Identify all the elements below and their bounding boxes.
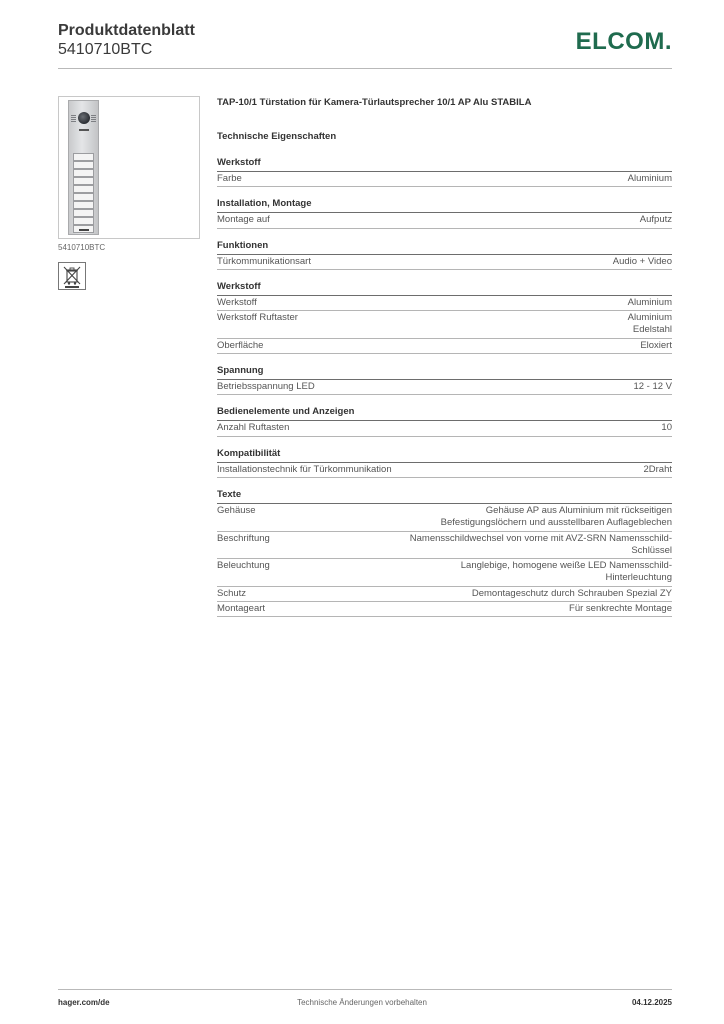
spec-key: Farbe [217, 173, 242, 184]
door-station-illustration [68, 100, 99, 235]
section-title: Kompatibilität [217, 448, 672, 463]
spec-value: Gehäuse AP aus Aluminium mit rückseitigen Befestigungslöchern und ausstellbaren Auflageblechen [440, 504, 672, 529]
spec-row [217, 296, 672, 311]
spec-value: Audio + Video [612, 255, 672, 267]
call-button [73, 169, 94, 177]
camera-lens-icon [78, 112, 90, 124]
header-divider [58, 68, 672, 69]
spec-row [217, 311, 672, 339]
product-image [58, 96, 200, 239]
call-button [73, 217, 94, 225]
footer-date: 04.12.2025 [631, 998, 672, 1007]
spec-row [217, 421, 672, 436]
spec-key: Schutz [217, 587, 247, 599]
spec-row [217, 532, 672, 560]
spec-row [217, 172, 672, 187]
camera-label [79, 129, 89, 131]
spec-value: Aluminium [627, 173, 672, 184]
spec-row [217, 587, 672, 602]
spec-key: Installationstechnik für Türkommunikation [217, 463, 392, 475]
call-button [73, 153, 94, 161]
spec-value: 10 [661, 422, 672, 434]
spec-key: Werkstoff [217, 296, 257, 308]
footer-website: hager.com/de [58, 998, 110, 1007]
spec-key: Türkommunikationsart [217, 255, 311, 267]
spec-key: Gehäuse [217, 504, 256, 516]
spec-section [217, 365, 672, 395]
spec-value: Aluminium Edelstahl [627, 312, 672, 336]
call-button [73, 185, 94, 193]
spec-section [217, 489, 672, 617]
call-button [73, 161, 94, 169]
spec-row [217, 559, 672, 587]
spec-value: Für senkrechte Montage [569, 603, 672, 615]
spec-key: Beleuchtung [217, 560, 270, 572]
spec-value: 12 - 12 V [633, 381, 672, 393]
section-title: Werkstoff [217, 157, 672, 172]
speaker-grill-left [71, 114, 76, 122]
product-title: TAP-10/1 Türstation für Kamera-Türlautsprecher 10/1 AP Alu STABILA [217, 97, 532, 108]
section-title: Funktionen [217, 240, 672, 255]
spec-section [217, 157, 672, 187]
spec-section [217, 448, 672, 478]
footer-notice: Technische Änderungen vorbehalten [297, 998, 427, 1007]
section-title: Werkstoff [217, 281, 672, 296]
document-title: Produktdatenblatt [58, 22, 195, 39]
panel-logo [79, 229, 89, 231]
properties-heading: Technische Eigenschaften [217, 131, 337, 142]
spec-key: Montageart [217, 603, 266, 615]
spec-row [217, 380, 672, 395]
call-button [73, 201, 94, 209]
spec-section [217, 281, 672, 354]
spec-key: Beschriftung [217, 532, 270, 544]
call-button [73, 193, 94, 201]
spec-key: Betriebsspannung LED [217, 381, 315, 393]
section-title: Texte [217, 489, 672, 504]
spec-value: Langlebige, homogene weiße LED Namensschild- Hinterleuchtung [460, 560, 672, 584]
section-title: Bedienelemente und Anzeigen [217, 406, 672, 421]
spec-sections [217, 157, 672, 617]
spec-value: 2Draht [643, 463, 672, 475]
spec-key: Montage auf [217, 214, 270, 226]
spec-value: Namensschildwechsel von vorne mit AVZ-SRN Namensschild- Schlüssel [409, 532, 672, 556]
section-title: Spannung [217, 365, 672, 380]
spec-section [217, 406, 672, 436]
speaker-grill-right [91, 114, 96, 122]
specifications [217, 97, 672, 628]
spec-row [217, 339, 672, 354]
document-header [58, 22, 195, 60]
call-button [73, 177, 94, 185]
spec-row [217, 213, 672, 228]
spec-key: Anzahl Ruftasten [217, 422, 290, 434]
spec-value: Eloxiert [640, 339, 672, 351]
weee-crossed-bin-icon [58, 262, 86, 290]
spec-value: Aluminium [627, 296, 672, 308]
spec-row [217, 602, 672, 617]
spec-value: Aufputz [639, 214, 672, 226]
image-caption: 5410710BTC [58, 243, 106, 252]
spec-key: Oberfläche [217, 339, 264, 351]
call-button [73, 209, 94, 217]
spec-key: Werkstoff Ruftaster [217, 312, 298, 324]
spec-section [217, 240, 672, 270]
section-title: Installation, Montage [217, 198, 672, 213]
spec-section [217, 198, 672, 228]
product-code: 5410710BTC [58, 41, 153, 58]
footer-divider [58, 989, 672, 990]
spec-row [217, 255, 672, 270]
elcom-logo: ELCOM. [575, 28, 672, 55]
spec-value: Demontageschutz durch Schrauben Spezial ZY [471, 587, 672, 599]
spec-row [217, 463, 672, 478]
spec-row [217, 504, 672, 532]
